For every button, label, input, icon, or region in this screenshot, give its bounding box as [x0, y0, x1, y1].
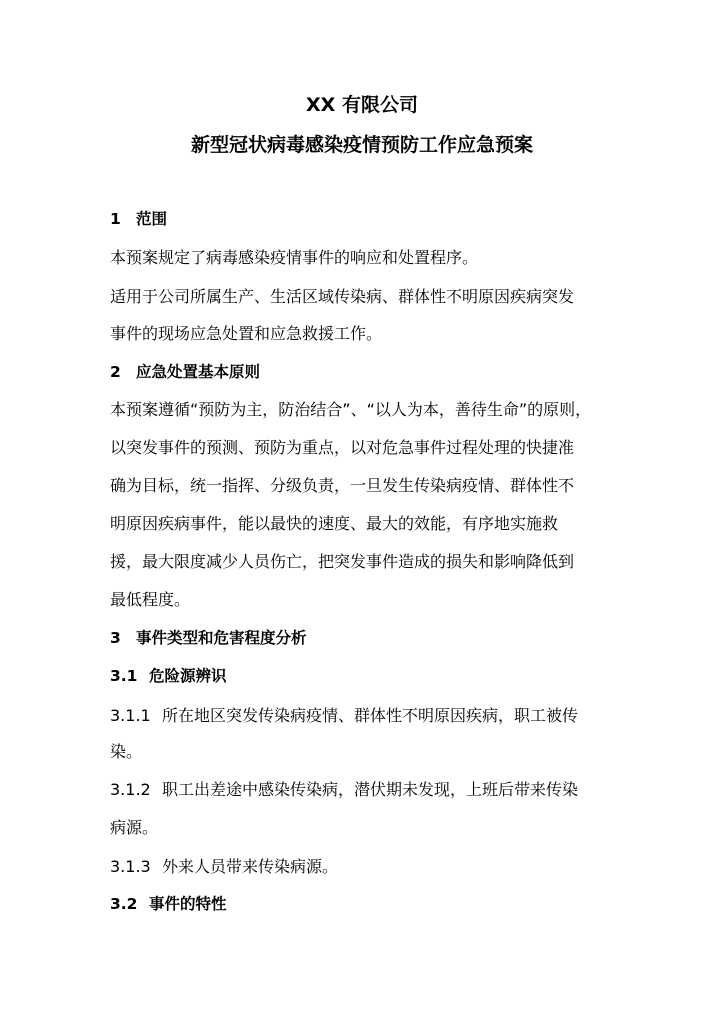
- section-title: 范围: [136, 210, 168, 228]
- section-number: 3.1: [110, 667, 138, 685]
- section-3-1-heading: [110, 665, 610, 687]
- paragraph-line: 本预案规定了病毒感染疫情事件的响应和处置程序。: [110, 248, 479, 267]
- document-title: 新型冠状病毒感染疫情预防工作应急预案: [190, 134, 533, 156]
- item-number: 3.1.3: [110, 857, 151, 876]
- section-2-heading: [110, 361, 610, 383]
- item-text: 职工出差途中感染传染病，潜伏期未发现，上班后带来传染: [162, 780, 579, 799]
- paragraph-line: 确为目标，统一指挥、分级负责，一旦发生传染病疫情、群体性不: [110, 476, 575, 495]
- list-item: [110, 705, 610, 727]
- section-title: 应急处置基本原则: [136, 363, 261, 381]
- section-title: 危险源辨识: [149, 667, 227, 685]
- section-title: 事件的特性: [149, 895, 227, 913]
- section-title: 事件类型和危害程度分析: [136, 629, 307, 647]
- paragraph-line: 染。: [110, 742, 143, 761]
- paragraph-line: 明原因疾病事件，能以最快的速度、最大的效能，有序地实施救: [110, 514, 559, 533]
- item-number: 3.1.2: [110, 780, 151, 799]
- item-number: 3.1.1: [110, 706, 151, 725]
- paragraph-line: 本预案遵循“预防为主，防治结合”、“以人为本，善待生命”的原则，: [110, 400, 592, 419]
- paragraph-line: 以突发事件的预测、预防为重点，以对危急事件过程处理的快捷准: [110, 438, 575, 457]
- section-number: 3.2: [110, 895, 138, 913]
- section-number: 3: [110, 629, 121, 647]
- paragraph-line: 援，最大限度减少人员伤亡，把突发事件造成的损失和影响降低到: [110, 552, 575, 571]
- list-item: [110, 779, 610, 801]
- section-3-heading: [110, 627, 610, 649]
- item-text: 外来人员带来传染病源。: [162, 857, 339, 876]
- section-1-heading: [110, 208, 610, 230]
- section-number: 1: [110, 210, 121, 228]
- list-item: [110, 856, 610, 878]
- company-name: XX 有限公司: [306, 94, 418, 116]
- section-3-2-heading: [110, 893, 610, 915]
- paragraph-line: 适用于公司所属生产、生活区域传染病、群体性不明原因疾病突发: [110, 287, 575, 306]
- section-number: 2: [110, 363, 121, 381]
- paragraph-line: 病源。: [110, 818, 159, 837]
- item-text: 所在地区突发传染病疫情、群体性不明原因疾病，职工被传: [162, 706, 579, 725]
- paragraph-line: 事件的现场应急处置和应急救援工作。: [110, 324, 383, 343]
- paragraph-line: 最低程度。: [110, 590, 191, 609]
